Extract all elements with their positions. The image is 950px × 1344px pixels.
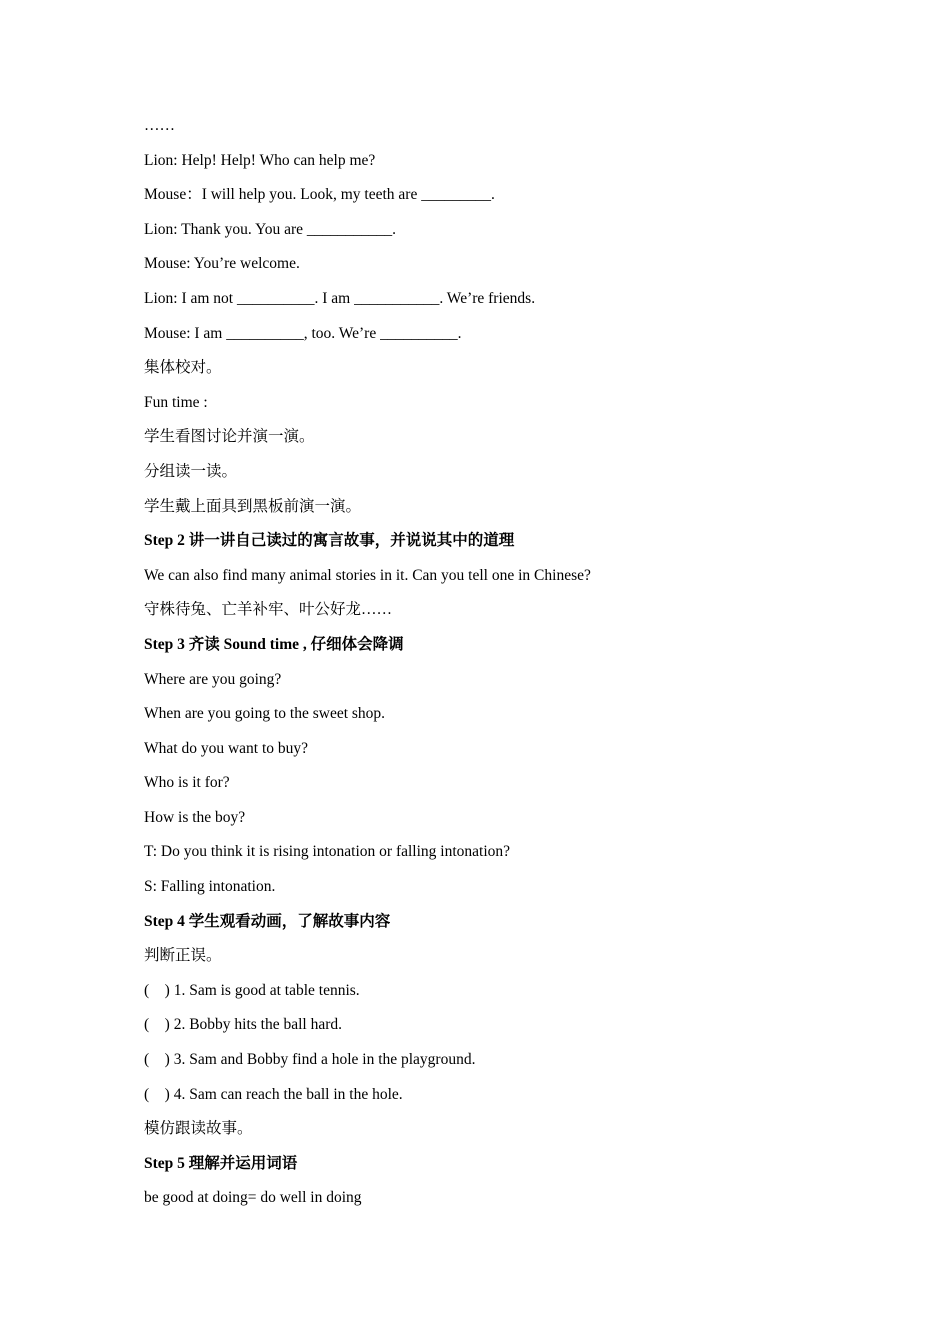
text-line: be good at doing= do well in doing: [144, 1189, 362, 1207]
section-heading: Step 2 讲一讲自己读过的寓言故事，并说说其中的道理: [144, 532, 515, 550]
text-line: ( ) 4. Sam can reach the ball in the hole.: [144, 1085, 403, 1103]
text-line: Who is it for?: [144, 774, 230, 792]
text-line: ……: [144, 117, 175, 134]
text-line: ( ) 2. Bobby hits the ball hard.: [144, 1016, 343, 1034]
text-line: 集体校对。: [144, 359, 222, 377]
text-line: 学生戴上面具到黑板前演一演。: [144, 497, 362, 515]
text-line: 守株待兔、亡羊补牢、叶公好龙……: [144, 601, 393, 619]
text-line: 模仿跟读故事。: [144, 1120, 253, 1138]
text-line: 分组读一读。: [144, 462, 238, 480]
text-line: How is the boy?: [144, 808, 246, 826]
section-heading: Step 3 齐读 Sound time , 仔细体会降调: [144, 635, 404, 653]
text-line: Lion: Help! Help! Who can help me?: [144, 151, 376, 169]
text-line: What do you want to buy?: [144, 739, 309, 757]
text-line: We can also find many animal stories in it. Can you tell one in Chinese?: [144, 566, 591, 584]
text-line: Fun time :: [144, 393, 208, 411]
text-line: Lion: Thank you. You are ___________.: [144, 220, 397, 238]
text-line: T: Do you think it is rising intonation or falling intonation?: [144, 843, 511, 861]
document-body: [144, 112, 844, 1219]
section-heading: Step 5 理解并运用词语: [144, 1154, 298, 1172]
text-line: 学生看图讨论并演一演。: [144, 428, 315, 446]
section-heading: Step 4 学生观看动画，了解故事内容: [144, 912, 391, 930]
text-line: Mouse：I will help you. Look, my teeth are _________.: [144, 186, 495, 204]
text-line: Mouse: I am __________, too. We’re __________.: [144, 324, 462, 342]
text-line: Mouse: You’re welcome.: [144, 255, 300, 273]
text-line: When are you going to the sweet shop.: [144, 705, 386, 723]
text-line: 判断正误。: [144, 947, 222, 965]
text-line: Lion: I am not __________. I am ___________. We’re friends.: [144, 289, 536, 307]
text-line: Where are you going?: [144, 670, 282, 688]
text-line: S: Falling intonation.: [144, 878, 276, 896]
text-line: ( ) 3. Sam and Bobby find a hole in the playground.: [144, 1051, 476, 1069]
text-line: ( ) 1. Sam is good at table tennis.: [144, 981, 360, 999]
